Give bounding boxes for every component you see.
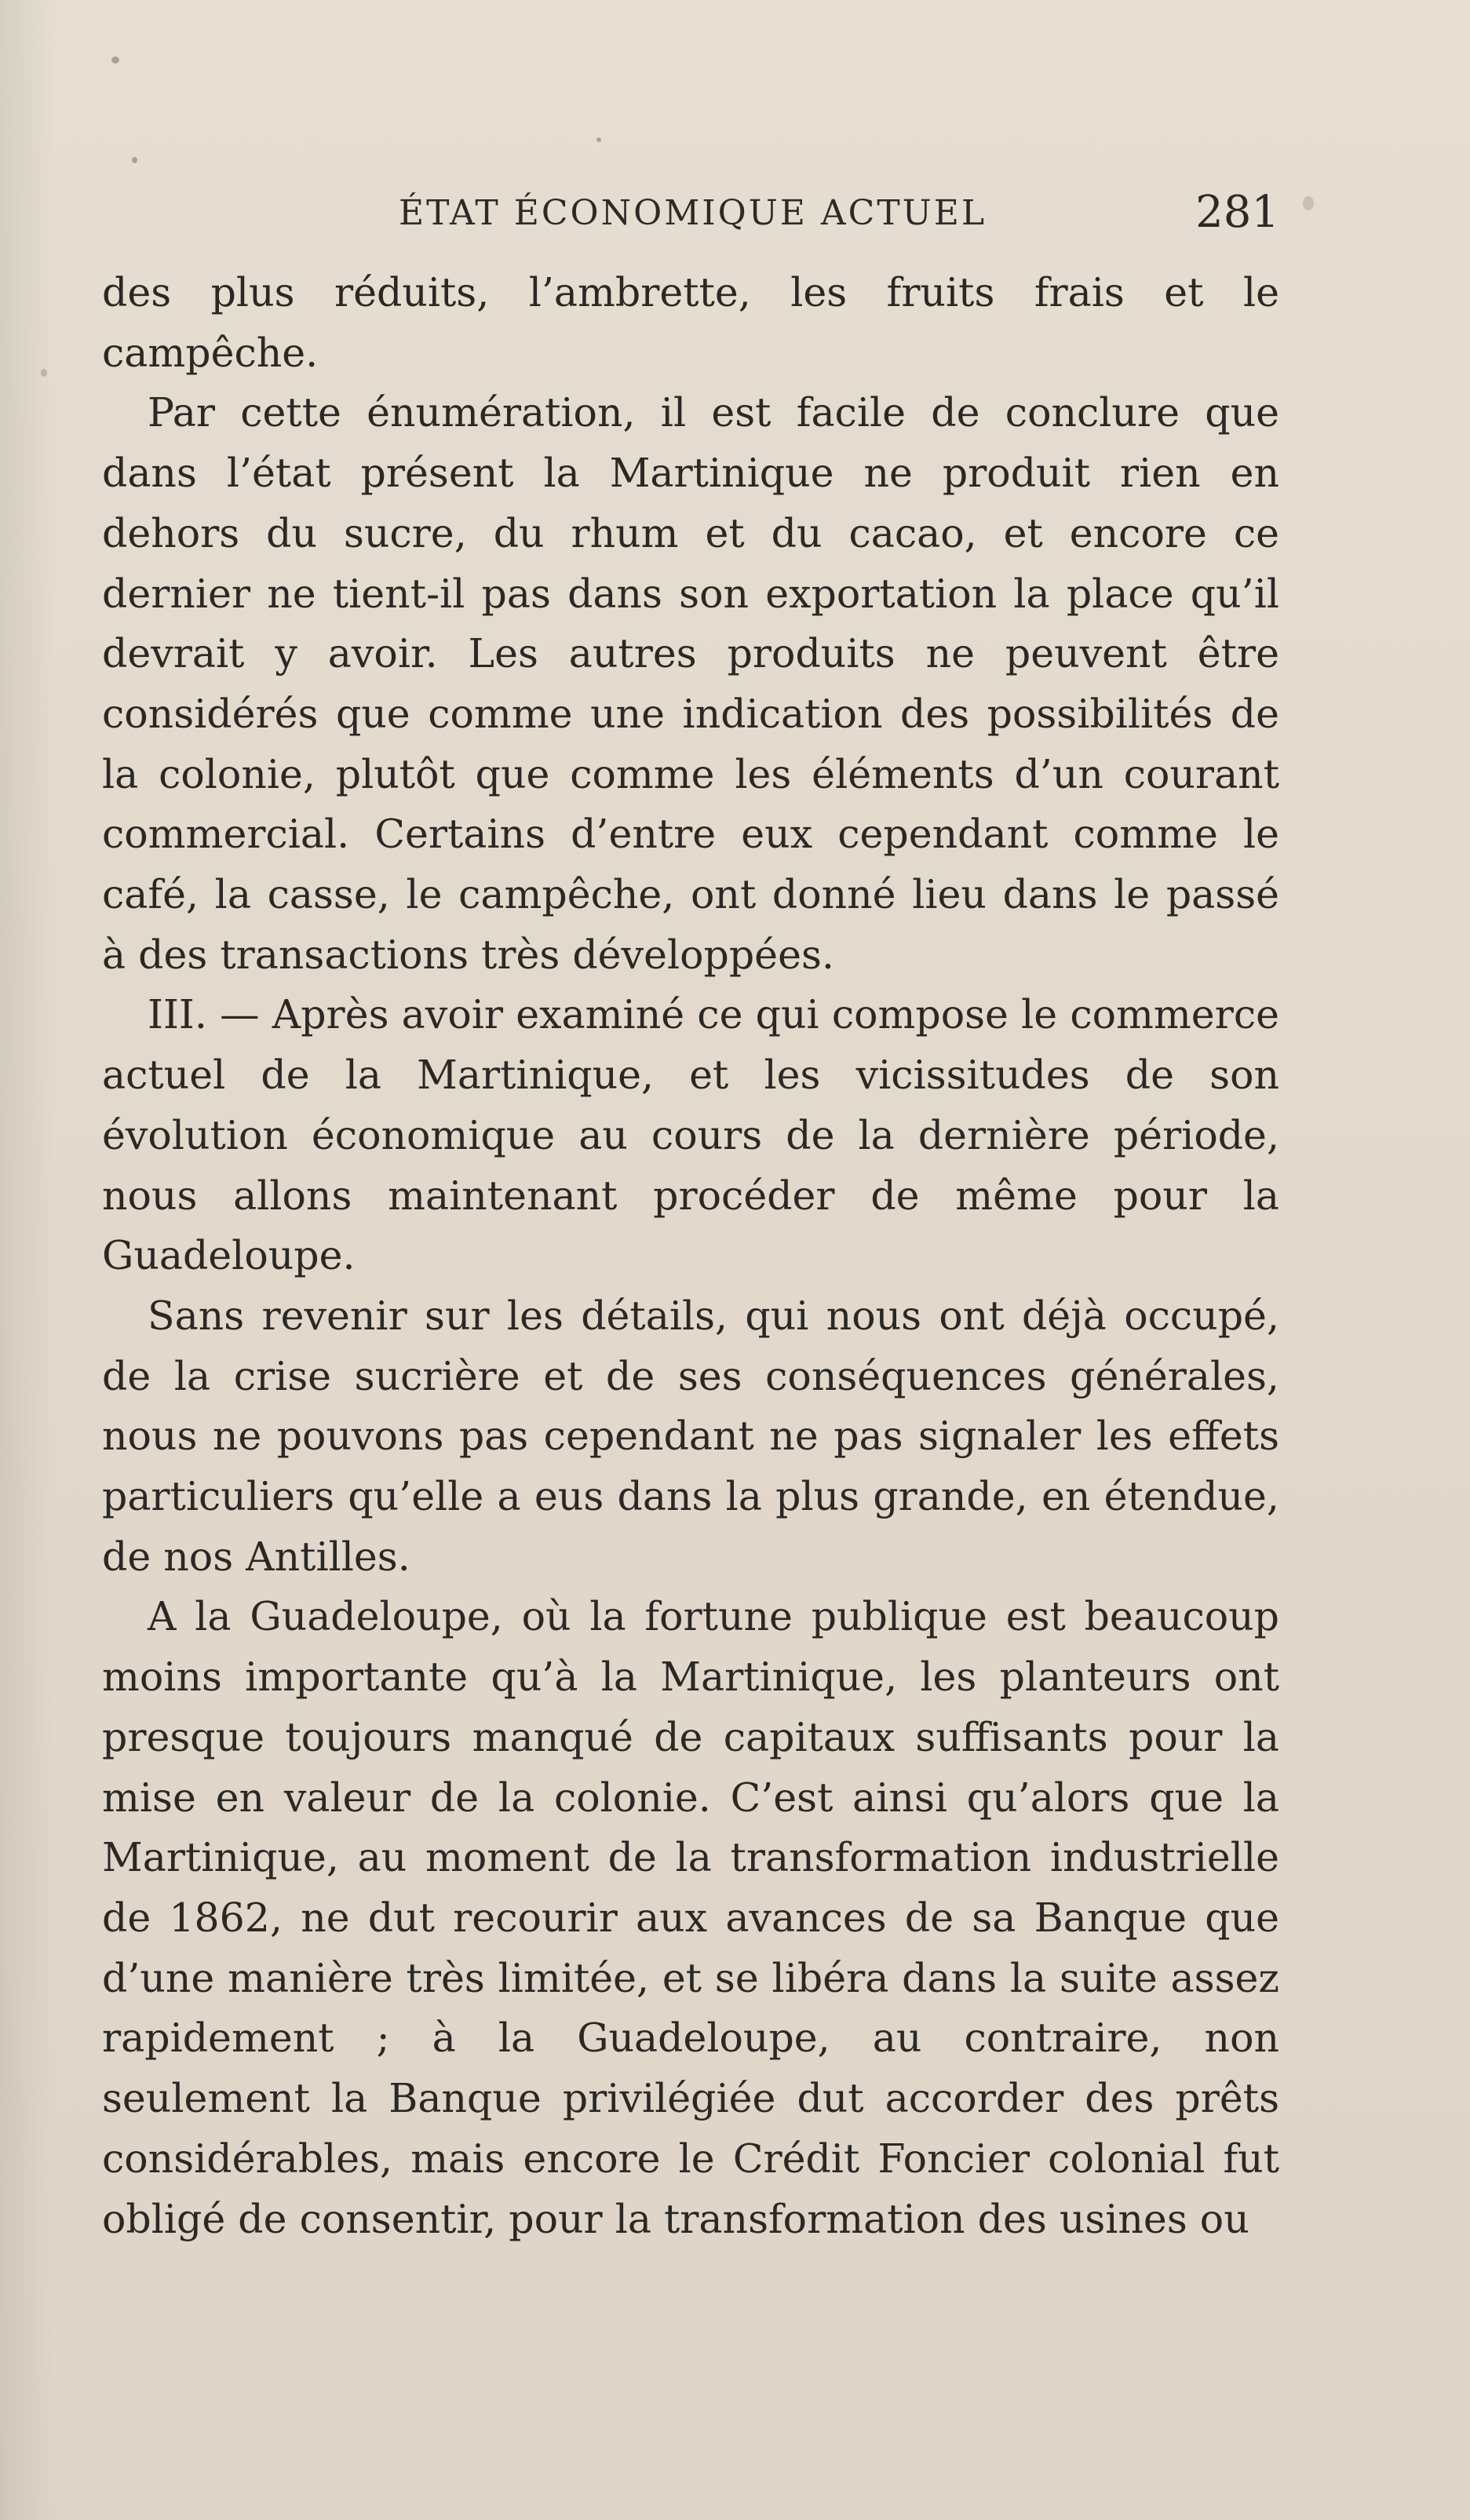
paragraph: A la Guadeloupe, où la fortune publique est beaucoup moins importante qu’à la Martinique, les planteurs ont presque toujours manqué de capitaux suffisants pour la mise en valeur de la colonie. C’est ainsi qu’alors que la Martinique, au moment de la transformation industrielle de 1862, ne dut recourir aux avances de sa Banque que d’une manière très limitée, et se libéra dans la suite assez rapidement ; à la Guadeloupe, au contraire, non seulement la Banque privilégiée dut accorder des prêts considérables, mais encore le Crédit Foncier colonial fut obligé de consentir, pour la transformation des usines ou [102, 1593, 1279, 2242]
running-title: ÉTAT ÉCONOMIQUE ACTUEL [399, 193, 987, 233]
foxing-speck [132, 157, 137, 163]
foxing-speck [111, 57, 119, 64]
paragraph-continuation: des plus réduits, l’ambrette, les fruits frais et le campêche. [102, 269, 1279, 376]
paragraph: III. — Après avoir examiné ce qui compose le commerce actuel de la Martinique, et les vicissitudes de son évolution économique au cours de la dernière période, nous allons maintenant procéder de même pour la Guadeloupe. [102, 991, 1279, 1279]
paragraph: Par cette énumération, il est facile de conclure que dans l’état présent la Martinique ne produit rien en dehors du sucre, du rhum et du cacao, et encore ce dernier ne tient-il pas dans son exportation la place qu’il devrait y avoir. Les autres produits ne peuvent être considérés que comme une indication des possibilités de la colonie, plutôt que comme les éléments d’un courant commercial. Certains d’entre eux cependant comme le café, la casse, le campêche, ont donné lieu dans le passé à des transactions très développées. [102, 389, 1279, 978]
paragraph: Sans revenir sur les détails, qui nous ont déjà occupé, de la crise sucrière et de ses conséquences générales, nous ne pouvons pas cependant ne pas signaler les effets particuliers qu’elle a eus dans la plus grande, en étendue, de nos Antilles. [102, 1292, 1279, 1580]
foxing-speck [41, 369, 47, 377]
page-header [102, 187, 1279, 242]
foxing-speck [596, 137, 601, 142]
foxing-speck [1303, 196, 1314, 210]
page-number: 281 [1195, 187, 1279, 238]
body-text [102, 263, 1279, 2249]
